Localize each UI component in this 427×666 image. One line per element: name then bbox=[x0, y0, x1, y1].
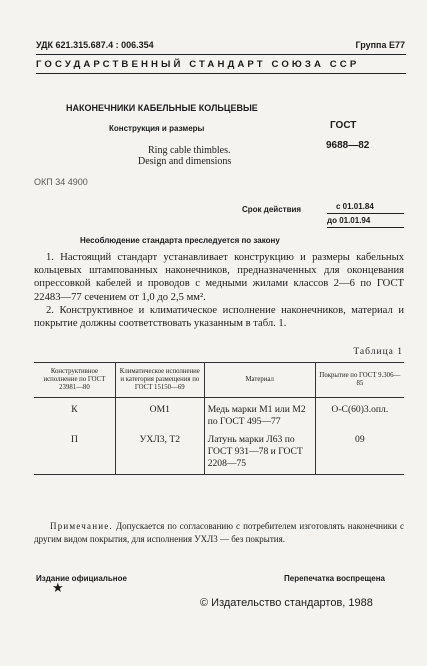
table-row bbox=[34, 428, 404, 475]
star-icon: ★ bbox=[52, 580, 64, 595]
body-text bbox=[34, 251, 404, 330]
validity-to: до 01.01.94 bbox=[327, 216, 371, 225]
table-note bbox=[34, 520, 404, 545]
table-cell: УХЛ3, Т2 bbox=[115, 428, 204, 475]
header-rule-bottom bbox=[36, 73, 406, 74]
table-label: Таблица 1 bbox=[353, 347, 403, 357]
gost-label: ГОСТ bbox=[330, 120, 357, 131]
table-cell: ОМ1 bbox=[115, 398, 204, 429]
gos-title: ГОСУДАРСТВЕННЫЙ СТАНДАРТ СОЮЗА ССР bbox=[36, 59, 360, 70]
validity-underline-1 bbox=[327, 213, 404, 214]
paragraph-2-text: 2. Конструктивное и климатическое исполнение наконечников, материал и покрытие должны соответствовать указанным в табл. 1. bbox=[34, 304, 404, 330]
table-header-cell: Климатическое исполнение и категория размещения по ГОСТ 15150—69 bbox=[115, 363, 204, 398]
paragraph-1 bbox=[34, 251, 404, 304]
validity-from: с 01.01.84 bbox=[336, 202, 374, 211]
table-cell: К bbox=[71, 404, 78, 415]
english-title-line1: Ring cable thimbles. bbox=[148, 145, 231, 156]
group-code: Группа Е77 bbox=[355, 40, 405, 50]
note-label: Примечание. bbox=[50, 521, 113, 531]
table-cell: 09 bbox=[315, 428, 404, 475]
paragraph-1-text: 1. Настоящий стандарт устанавливает конструкцию и размеры кабельных кольцевых штампованных наконечников, предназначенных для оконцевания опрессовкой кабелей и проводов с медными жилами классов 2—6 по ГОСТ 22483—77 сечением от 1,0 до 2,5 мм². bbox=[34, 252, 404, 303]
validity-underline-2 bbox=[327, 227, 404, 228]
note-text: Допускается по согласованию с потребителем изготовлять наконечники с другим видом покрытия, для исполнения УХЛ3 — без покрытия. bbox=[34, 521, 405, 544]
table-header-cell: Конструктивное исполнение по ГОСТ 23981—80 bbox=[34, 363, 115, 398]
udk-code: УДК 621.315.687.4 : 006.354 bbox=[36, 40, 154, 50]
validity-label: Срок действия bbox=[242, 205, 302, 214]
table-header-cell: Покрытие по ГОСТ 9.306—85 bbox=[315, 363, 404, 398]
okp-code: ОКП 34 4900 bbox=[34, 177, 88, 187]
table-header-row bbox=[34, 363, 404, 398]
english-title-line2: Design and dimensions bbox=[138, 156, 232, 167]
legal-warning: Несоблюдение стандарта преследуется по закону bbox=[80, 236, 280, 245]
header-rule-top bbox=[36, 54, 406, 55]
table-cell: Латунь марки Л63 по ГОСТ 931—78 и ГОСТ 2208—75 bbox=[204, 428, 315, 475]
standard-subtitle: Конструкция и размеры bbox=[109, 124, 205, 133]
standard-title: НАКОНЕЧНИКИ КАБЕЛЬНЫЕ КОЛЬЦЕВЫЕ bbox=[66, 103, 258, 113]
table-row bbox=[34, 398, 404, 429]
table-cell: О-С(60)3.опл. bbox=[315, 398, 404, 429]
paragraph-2 bbox=[34, 304, 404, 330]
table-cell: Медь марки М1 или М2 по ГОСТ 495—77 bbox=[204, 398, 315, 429]
table-header-cell: Материал bbox=[204, 363, 315, 398]
spec-table bbox=[34, 362, 404, 475]
official-edition: Издание официальное bbox=[36, 574, 127, 583]
reprint-prohibited: Перепечатка воспрещена bbox=[284, 574, 385, 583]
table-cell: П bbox=[34, 428, 115, 475]
gost-number: 9688—82 bbox=[326, 140, 370, 151]
publisher-copyright: © Издательство стандартов, 1988 bbox=[200, 597, 373, 609]
